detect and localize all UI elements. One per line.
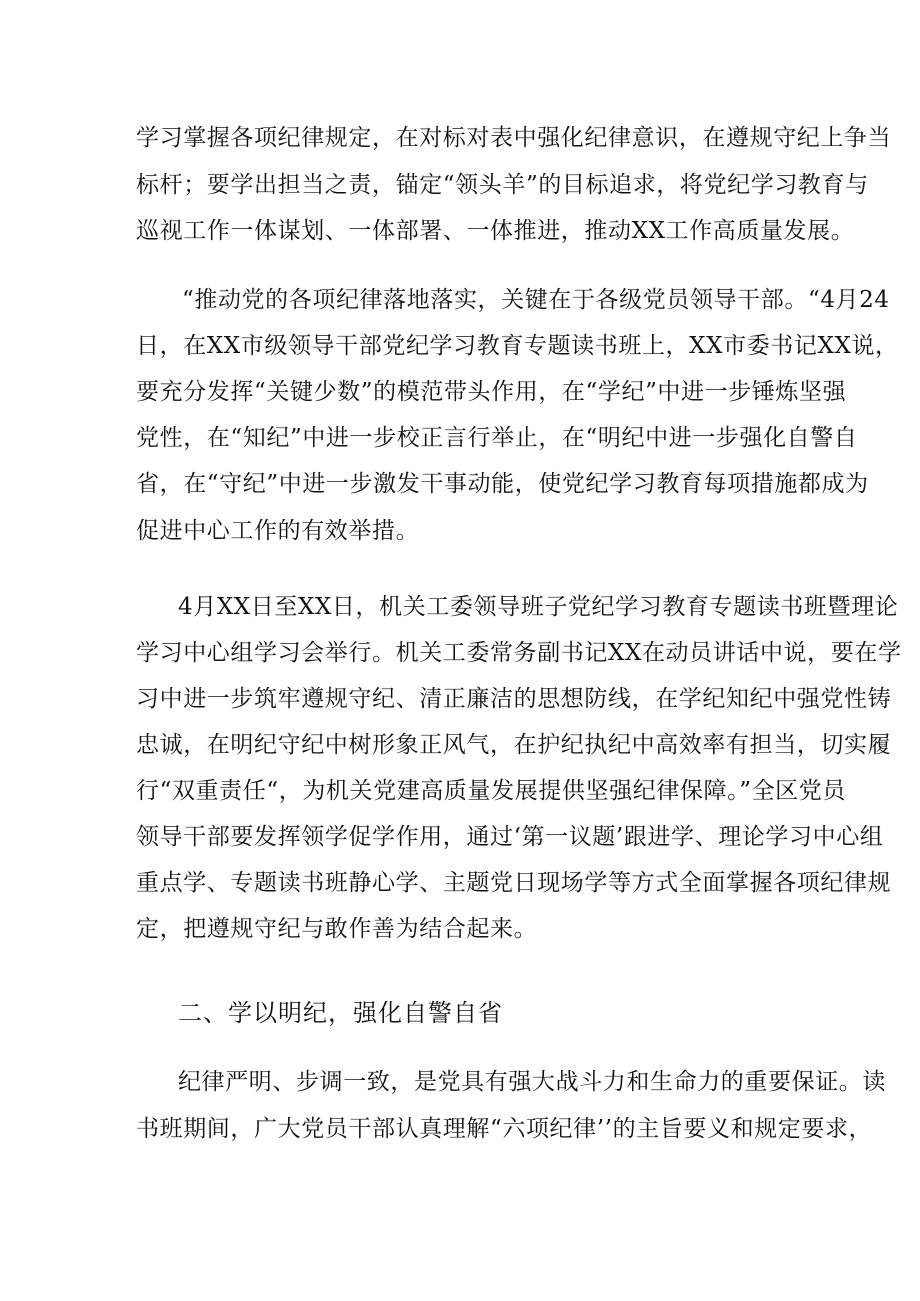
paragraph-1-line-3: 巡视工作一体谋划、一体部署、一体推进，推动XX工作高质量发展。 [136, 218, 855, 244]
paragraph-3-line-2: 学习中心组学习会举行。机关工委常务副书记XX在动员讲话中说，要在学 [136, 640, 902, 666]
paragraph-2-line-1: “推动党的各项纪律落地落实，关键在于各级党员领导干部。“4月24 [182, 287, 890, 313]
paragraph-3-line-5: 行“双重责任“，为机关党建高质量发展提供坚强纪律保障。”全区党员 [136, 778, 846, 804]
paragraph-3-line-7: 重点学、专题读书班静心学、主题党日现场学等方式全面掌握各项纪律规 [136, 870, 892, 896]
paragraph-2-line-5: 省，在“守纪”中进一步激发干事动能，使党纪学习教育每项措施都成为 [136, 471, 869, 497]
paragraph-1-line-2: 标杆；要学出担当之责，锚定“领头羊”的目标追求，将党纪学习教育与 [136, 172, 869, 198]
section-heading: 二、学以明纪，强化自警自省 [178, 999, 503, 1027]
paragraph-3-line-6: 领导干部要发挥领学促学作用，通过‘第一议题’跟进学、理论学习中心组 [136, 824, 884, 850]
paragraph-1-line-1: 学习掌握各项纪律规定，在对标对表中强化纪律意识，在遵规守纪上争当 [136, 125, 892, 151]
paragraph-3-line-8: 定，把遵规守纪与敢作善为结合起来。 [136, 916, 538, 942]
paragraph-2-line-2: 日，在XX市级领导干部党纪学习教育专题读书班上，XX市委书记XX说， [136, 333, 899, 359]
paragraph-4-line-2: 书班期间，广大党员干部认真理解“六项纪律’’的主旨要义和规定要求， [136, 1116, 873, 1142]
paragraph-2-line-4: 党性，在“知纪”中进一步校正言行举止，在“明纪中进一步强化自警自 [136, 425, 858, 451]
paragraph-3-line-1: 4月XX日至XX日，机关工委领导班子党纪学习教育专题读书班暨理论 [178, 594, 899, 620]
paragraph-3-line-4: 忠诚，在明纪守纪中树形象正风气，在护纪执纪中高效率有担当，切实履 [136, 732, 892, 758]
paragraph-3-line-3: 习中进一步筑牢遵规守纪、清正廉洁的思想防线，在学纪知纪中强党性铸 [136, 686, 892, 712]
paragraph-2-line-3: 要充分发挥“关键少数”的模范带头作用，在“学纪”中进一步锤炼坚强 [136, 379, 847, 405]
paragraph-2-line-6: 促进中心工作的有效举措。 [136, 518, 420, 544]
paragraph-4-line-1: 纪律严明、步调一致，是党具有强大战斗力和生命力的重要保证。读 [178, 1069, 886, 1095]
